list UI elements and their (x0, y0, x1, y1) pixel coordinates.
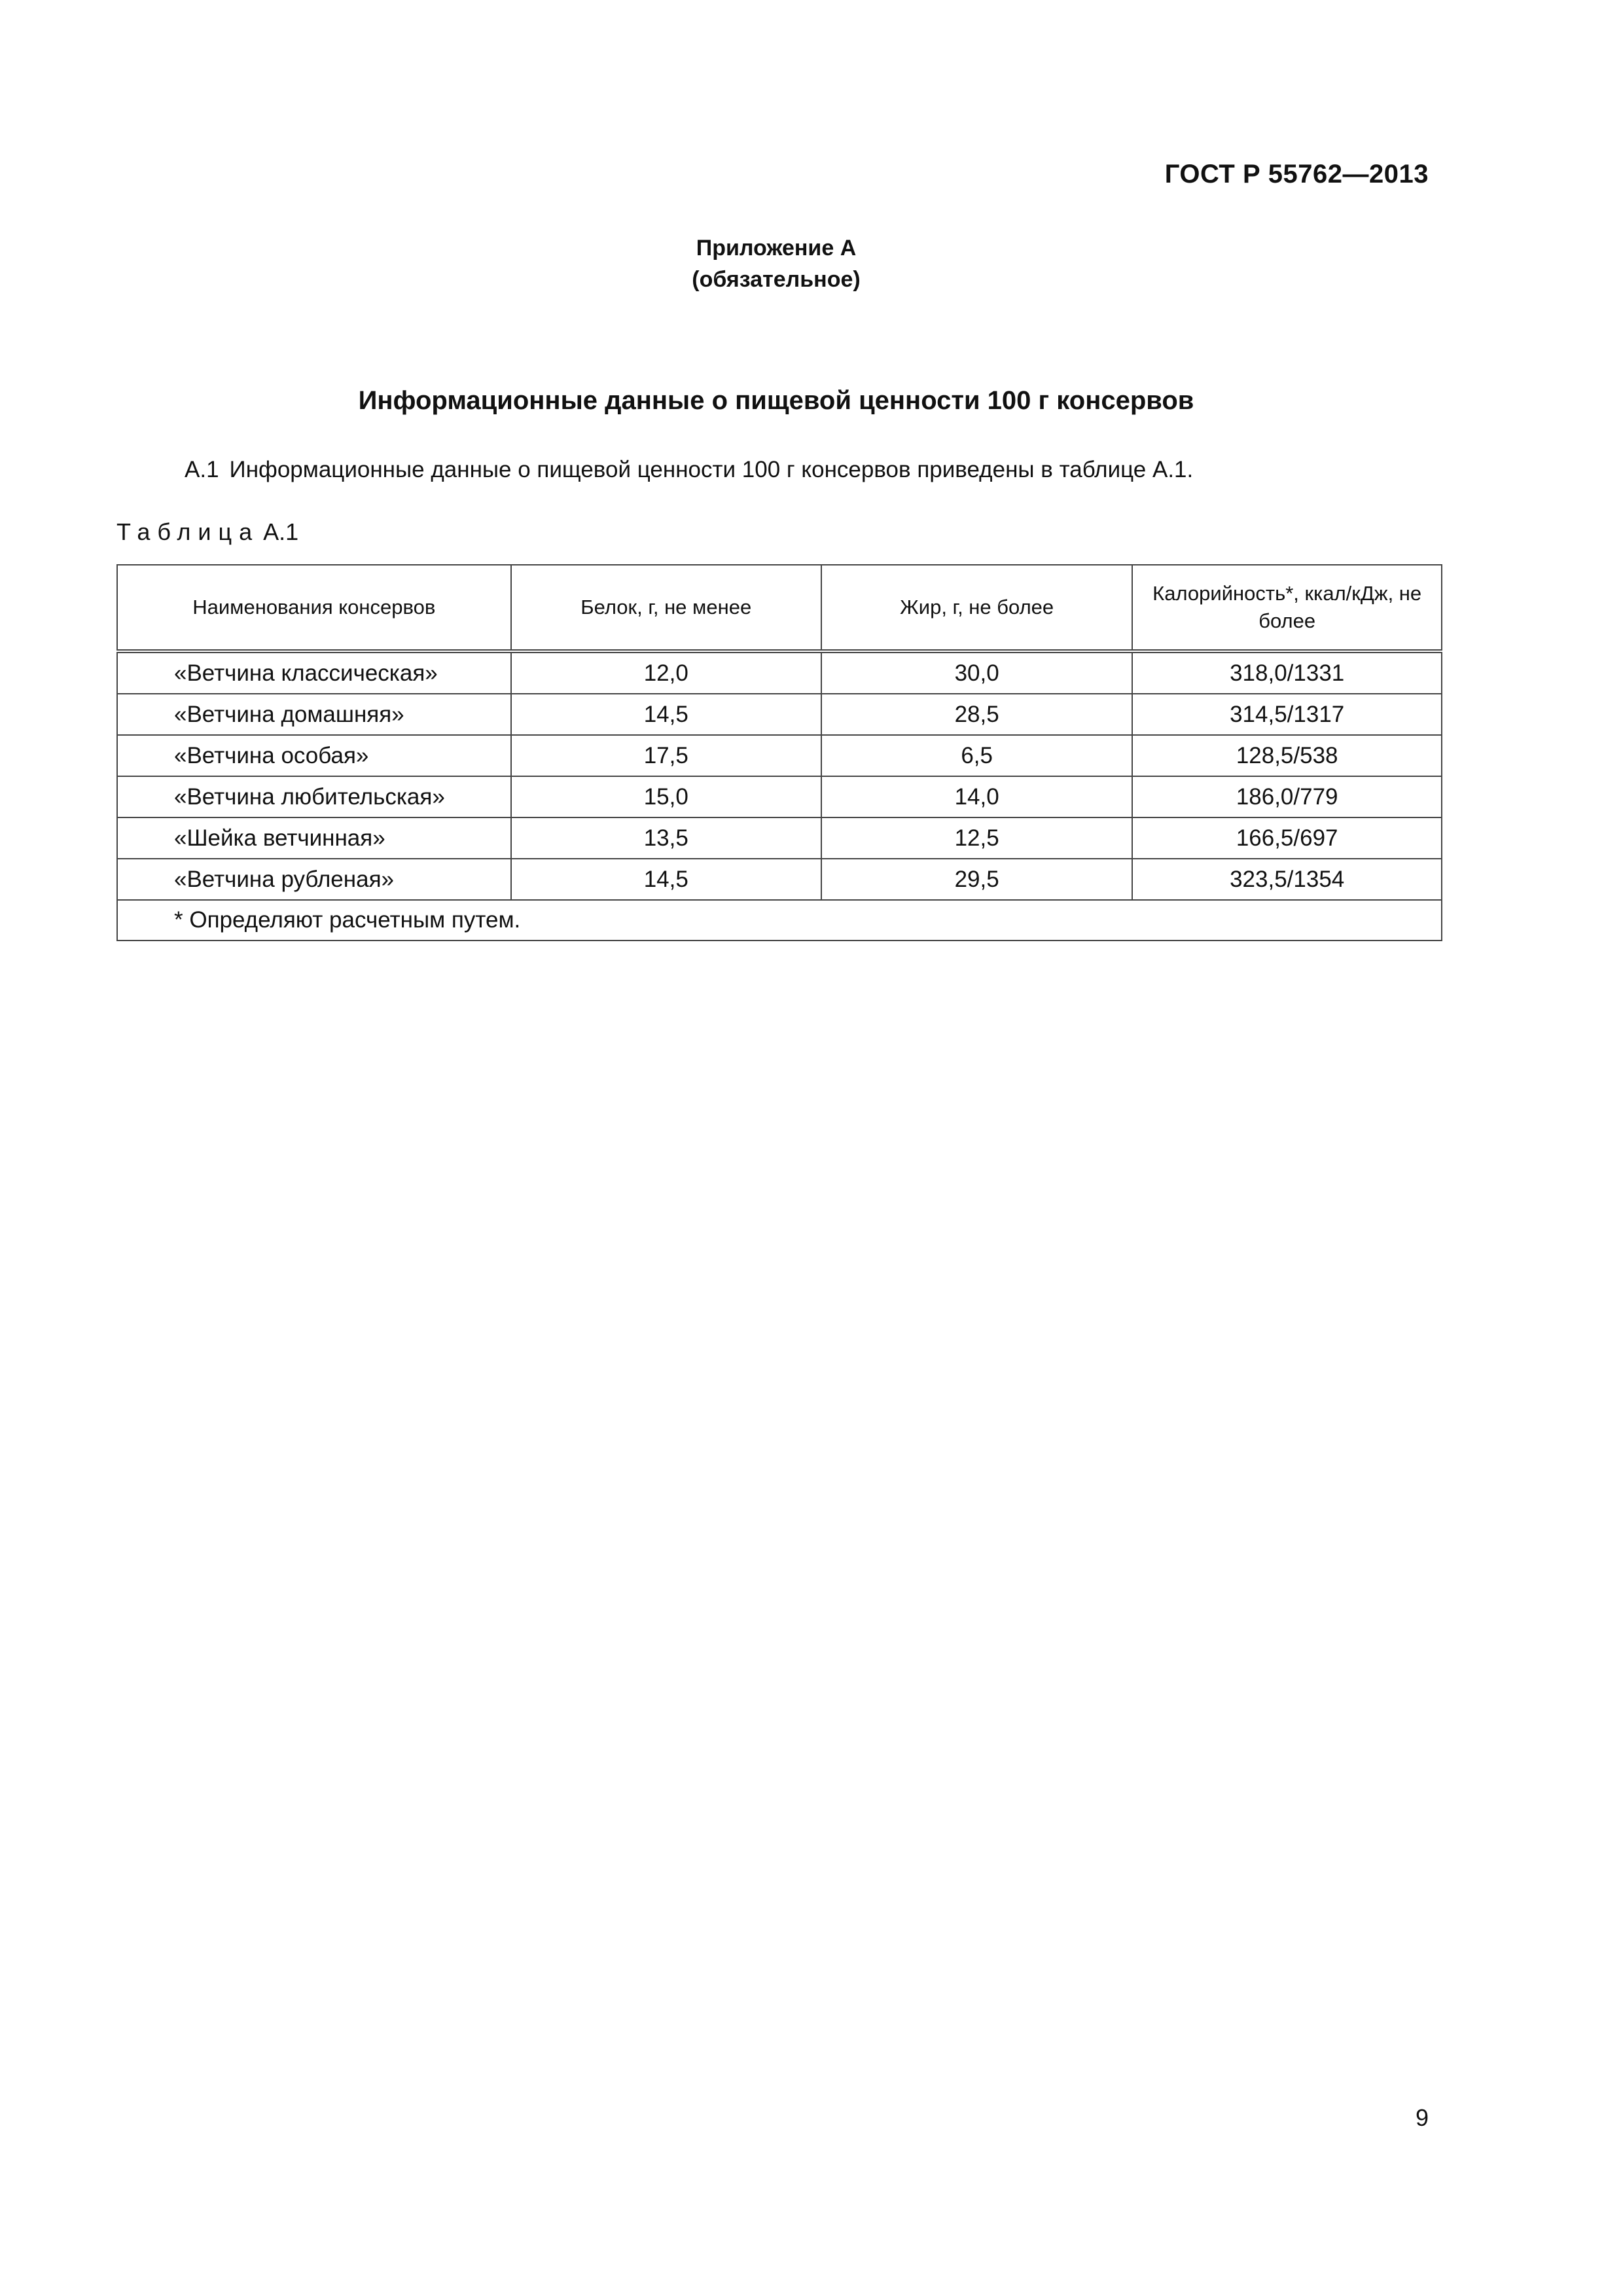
appendix-status: (обязательное) (692, 267, 861, 292)
table-caption-id: А.1 (263, 518, 299, 545)
table-row (117, 776, 1442, 817)
cell-fat: 29,5 (821, 859, 1132, 900)
cell-calories: 186,0/779 (1132, 776, 1442, 817)
cell-protein: 14,5 (511, 859, 821, 900)
cell-calories: 166,5/697 (1132, 817, 1442, 859)
cell-fat: 14,0 (821, 776, 1132, 817)
table-row (117, 651, 1442, 694)
cell-protein: 15,0 (511, 776, 821, 817)
appendix-title: Приложение А (696, 236, 857, 260)
cell-fat: 28,5 (821, 694, 1132, 735)
cell-protein: 13,5 (511, 817, 821, 859)
table-caption-word: Таблица (116, 518, 260, 545)
table-header-row (117, 565, 1442, 651)
cell-calories: 128,5/538 (1132, 735, 1442, 776)
clause-number: А.1 (185, 457, 219, 482)
cell-product-name: «Ветчина рубленая» (117, 859, 511, 900)
column-header-calories: Калорийность*, ккал/кДж, не более (1132, 565, 1442, 651)
cell-protein: 17,5 (511, 735, 821, 776)
column-header-fat: Жир, г, не более (821, 565, 1132, 651)
cell-product-name: «Ветчина домашняя» (117, 694, 511, 735)
table-footnote-row (117, 900, 1442, 941)
table-row (117, 735, 1442, 776)
cell-product-name: «Ветчина особая» (117, 735, 511, 776)
page-number: 9 (1415, 2104, 1429, 2131)
cell-fat: 30,0 (821, 651, 1132, 694)
table-row (117, 859, 1442, 900)
table-footnote: * Определяют расчетным путем. (117, 900, 1442, 941)
column-header-name: Наименования консервов (117, 565, 511, 651)
standard-number: ГОСТ Р 55762—2013 (1164, 160, 1429, 188)
cell-protein: 12,0 (511, 651, 821, 694)
cell-fat: 12,5 (821, 817, 1132, 859)
cell-fat: 6,5 (821, 735, 1132, 776)
table-row (117, 817, 1442, 859)
column-header-protein: Белок, г, не менее (511, 565, 821, 651)
cell-product-name: «Шейка ветчинная» (117, 817, 511, 859)
clause-text: Информационные данные о пищевой ценности 100 г консервов приведены в таблице А.1. (229, 457, 1194, 482)
appendix-heading (0, 232, 1552, 295)
section-title: Информационные данные о пищевой ценности 100 г консервов (358, 386, 1194, 415)
cell-product-name: «Ветчина любительская» (117, 776, 511, 817)
cell-protein: 14,5 (511, 694, 821, 735)
clause-a1 (185, 457, 1193, 483)
table-caption (116, 518, 298, 546)
nutrition-table (116, 564, 1442, 941)
cell-calories: 323,5/1354 (1132, 859, 1442, 900)
cell-product-name: «Ветчина классическая» (117, 651, 511, 694)
table-row (117, 694, 1442, 735)
cell-calories: 314,5/1317 (1132, 694, 1442, 735)
cell-calories: 318,0/1331 (1132, 651, 1442, 694)
